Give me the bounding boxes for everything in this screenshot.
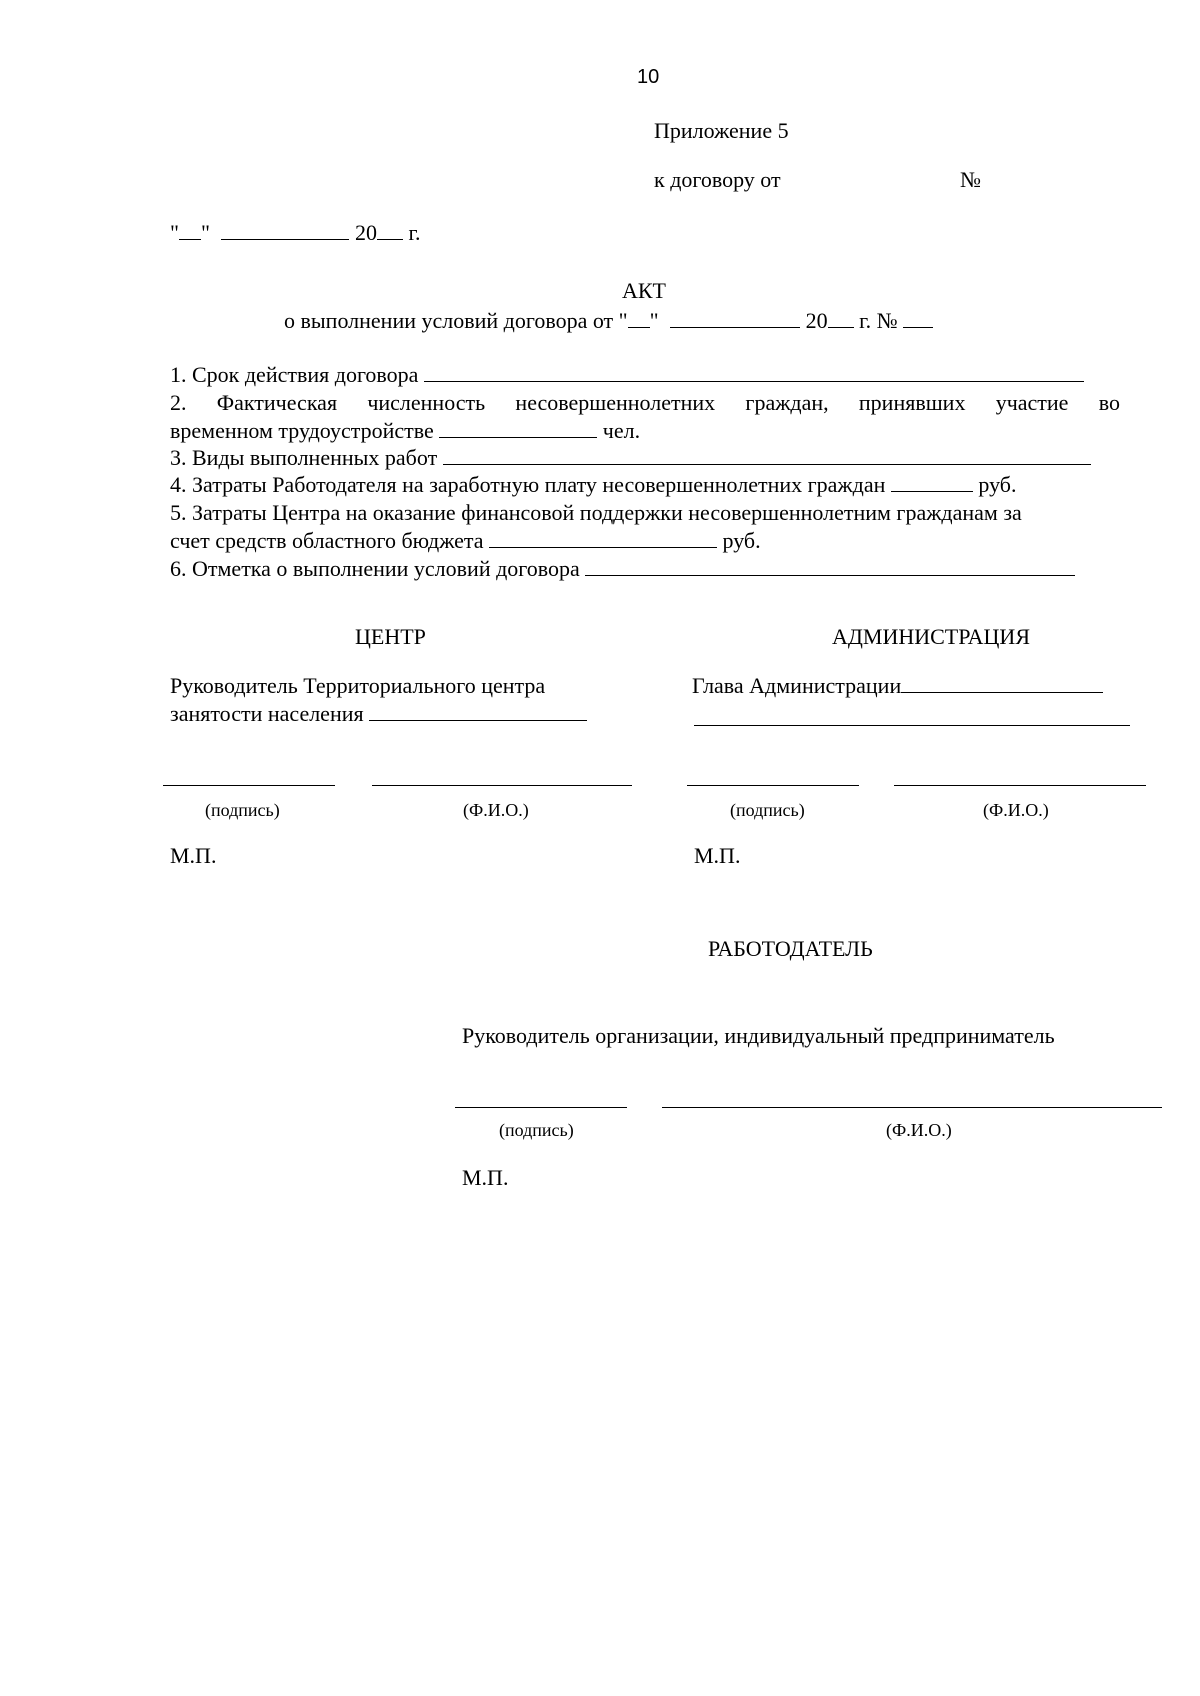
date-quote-open: " (170, 220, 179, 245)
subtitle-quote-close: " (649, 308, 659, 333)
administration-role-blank (901, 676, 1103, 693)
item-2-word: во (1098, 390, 1120, 415)
item-5-line-2 (170, 528, 761, 553)
header-date (170, 220, 421, 245)
item-2-word: несовершеннолетних (515, 390, 716, 415)
act-title: АКТ (622, 278, 666, 303)
item-5-line-1: 5. Затраты Центра на оказание финансовой поддержки несовершеннолетним гражданам за (170, 500, 1022, 525)
employer-title: РАБОТОДАТЕЛЬ (708, 936, 873, 961)
administration-role-label: Глава Администрации (692, 673, 902, 698)
center-signature-line (163, 785, 335, 786)
employer-fio-label: (Ф.И.О.) (886, 1120, 952, 1140)
administration-role (692, 673, 1103, 698)
item-2-label: временном трудоустройстве (170, 418, 434, 443)
administration-signature-label: (подпись) (730, 800, 805, 820)
act-subtitle (284, 308, 933, 333)
center-title: ЦЕНТР (355, 624, 426, 649)
item-1-label: 1. Срок действия договора (170, 362, 419, 387)
employer-fio-line (662, 1107, 1162, 1108)
administration-signature-line (687, 785, 859, 786)
employer-stamp: М.П. (462, 1165, 509, 1190)
subtitle-month-blank (670, 311, 800, 328)
employer-signature-label: (подпись) (499, 1120, 574, 1140)
item-4 (170, 472, 1017, 497)
item-2-blank (439, 421, 597, 438)
date-year-prefix: 20 (354, 220, 377, 245)
administration-fio-line (894, 785, 1146, 786)
center-role-line-2 (170, 701, 587, 726)
item-6-blank (585, 559, 1075, 576)
center-stamp: М.П. (170, 843, 217, 868)
item-2-line-1 (170, 390, 1120, 415)
subtitle-number-blank (903, 311, 933, 328)
item-2-word: Фактическая (216, 390, 338, 415)
center-role-label: занятости населения (170, 701, 364, 726)
item-2-line-2 (170, 418, 640, 443)
contract-ref: к договору от (654, 167, 781, 192)
subtitle-suffix: г. № (859, 308, 898, 333)
administration-title: АДМИНИСТРАЦИЯ (832, 624, 1030, 649)
center-fio-label: (Ф.И.О.) (463, 800, 529, 820)
item-2-word: участие (995, 390, 1069, 415)
item-4-unit: руб. (978, 472, 1017, 497)
administration-fio-label: (Ф.И.О.) (983, 800, 1049, 820)
subtitle-year: 20 (805, 308, 828, 333)
employer-role: Руководитель организации, индивидуальный предприниматель (462, 1023, 1055, 1048)
item-3-blank (443, 448, 1091, 465)
item-2-unit: чел. (602, 418, 641, 443)
item-5-unit: руб. (722, 528, 761, 553)
item-2-word: численность (367, 390, 486, 415)
item-5-label: счет средств областного бюджета (170, 528, 484, 553)
subtitle-year-blank (828, 311, 854, 328)
item-2-word: принявших (858, 390, 966, 415)
administration-extra-line (694, 725, 1130, 726)
subtitle-day-blank (628, 311, 650, 328)
center-fio-line (372, 785, 632, 786)
item-5-blank (489, 531, 717, 548)
item-2-word: граждан, (745, 390, 829, 415)
administration-stamp: М.П. (694, 843, 741, 868)
item-3-label: 3. Виды выполненных работ (170, 445, 438, 470)
item-6-label: 6. Отметка о выполнении условий договора (170, 556, 580, 581)
center-role-line-1: Руководитель Территориального центра (170, 673, 546, 698)
date-day-blank (179, 223, 201, 240)
date-suffix: г. (408, 220, 421, 245)
item-6 (170, 556, 1075, 581)
item-4-label: 4. Затраты Работодателя на заработную плату несовершеннолетних граждан (170, 472, 886, 497)
date-quote-close: " (200, 220, 210, 245)
date-year-blank (377, 223, 403, 240)
item-3 (170, 445, 1091, 470)
item-1 (170, 362, 1084, 387)
contract-number-sign: № (960, 167, 981, 192)
center-signature-label: (подпись) (205, 800, 280, 820)
subtitle-prefix: о выполнении условий договора от " (284, 308, 628, 333)
date-month-blank (221, 223, 349, 240)
item-4-blank (891, 475, 973, 492)
employer-signature-line (455, 1107, 627, 1108)
item-1-blank (424, 365, 1084, 382)
item-2-word: 2. (170, 390, 187, 415)
appendix-label: Приложение 5 (654, 118, 789, 143)
center-role-blank (369, 704, 587, 721)
page-number: 10 (637, 66, 660, 88)
